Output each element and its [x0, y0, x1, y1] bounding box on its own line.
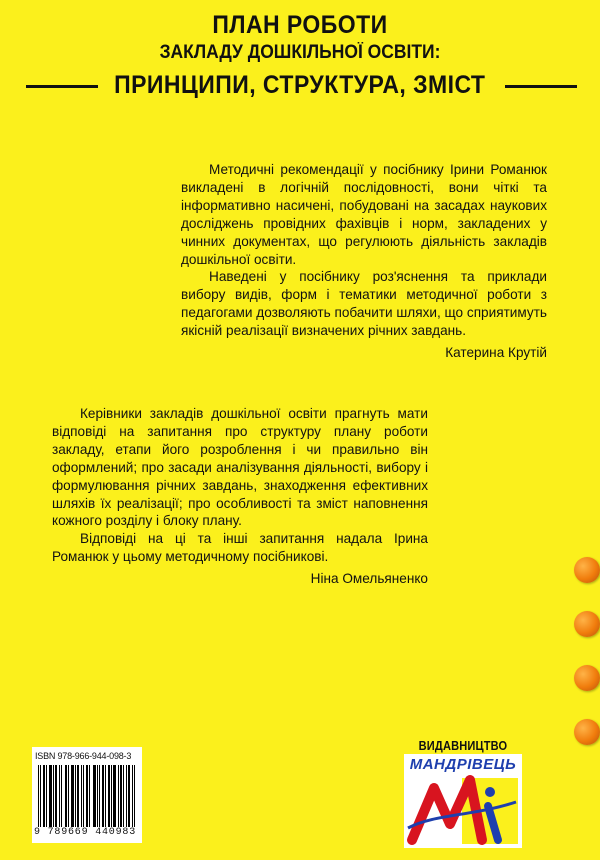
review-author: Катерина Крутій — [445, 345, 547, 361]
review-krutii — [181, 161, 547, 362]
title-line-3: ПРИНЦИПИ, СТРУКТУРА, ЗМІСТ — [114, 71, 486, 99]
title-line-3-row — [0, 68, 600, 102]
barcode — [32, 747, 142, 843]
barcode-digits: 9 789669 440983 — [34, 827, 137, 838]
review-paragraph: Керівники закладів дошкільної освіти прагнуть мати відповіді на запитання про структуру плану роботи закладу, етапи його розроблення і чи правильно він оформлений; про засади аналізування діяльності, вибору і формулювання річних завдань, знаходження ефективних шляхів їх реалізації; про особливості та зміст наповнення кожного розділу і блоку плану. — [52, 406, 428, 529]
title-rule-right — [505, 85, 577, 88]
publisher-block — [398, 738, 528, 848]
publisher-logo — [404, 754, 522, 848]
review-omelianenko — [52, 405, 428, 588]
review-author: Ніна Омельяненко — [310, 571, 428, 587]
review-paragraph: Наведені у посібнику роз'яснення та приклади вибору видів, форм і тематики методичної роботи з педагогами дозволяють побачити шляхи, що сприятимуть якісній реалізації визначених річних завдань. — [181, 269, 547, 339]
title-line-1: ПЛАН РОБОТИ — [212, 11, 388, 39]
orange-dot-decoration — [574, 665, 600, 691]
title-block — [0, 10, 600, 102]
title-rule-left — [26, 85, 98, 88]
orange-dot-decoration — [574, 719, 600, 745]
publisher-logo-graphic — [404, 754, 522, 848]
orange-dot-decoration — [574, 611, 600, 637]
title-line-2: ЗАКЛАДУ ДОШКІЛЬНОЇ ОСВІТИ: — [159, 42, 441, 63]
orange-dot-decoration — [574, 557, 600, 583]
publisher-name: МАНДРІВЕЦЬ — [409, 756, 517, 773]
isbn-number: ISBN 978-966-944-098-3 — [35, 751, 132, 761]
publisher-label: ВИДАВНИЦТВО — [418, 738, 508, 753]
review-paragraph: Методичні рекомендації у посібнику Ірини Романюк викладені в логічній послідовності, вони чіткі та інформативно насичені, побудовані на засадах наукових досліджень провідних фахівців і норм, закладених у чинних документах, що регулюють діяльність закладів дошкільної освіти. — [181, 162, 547, 267]
barcode-bars — [38, 765, 136, 827]
review-paragraph: Відповіді на ці та інші запитання надала Ірина Романюк у цьому методичному посібникові. — [52, 531, 428, 565]
